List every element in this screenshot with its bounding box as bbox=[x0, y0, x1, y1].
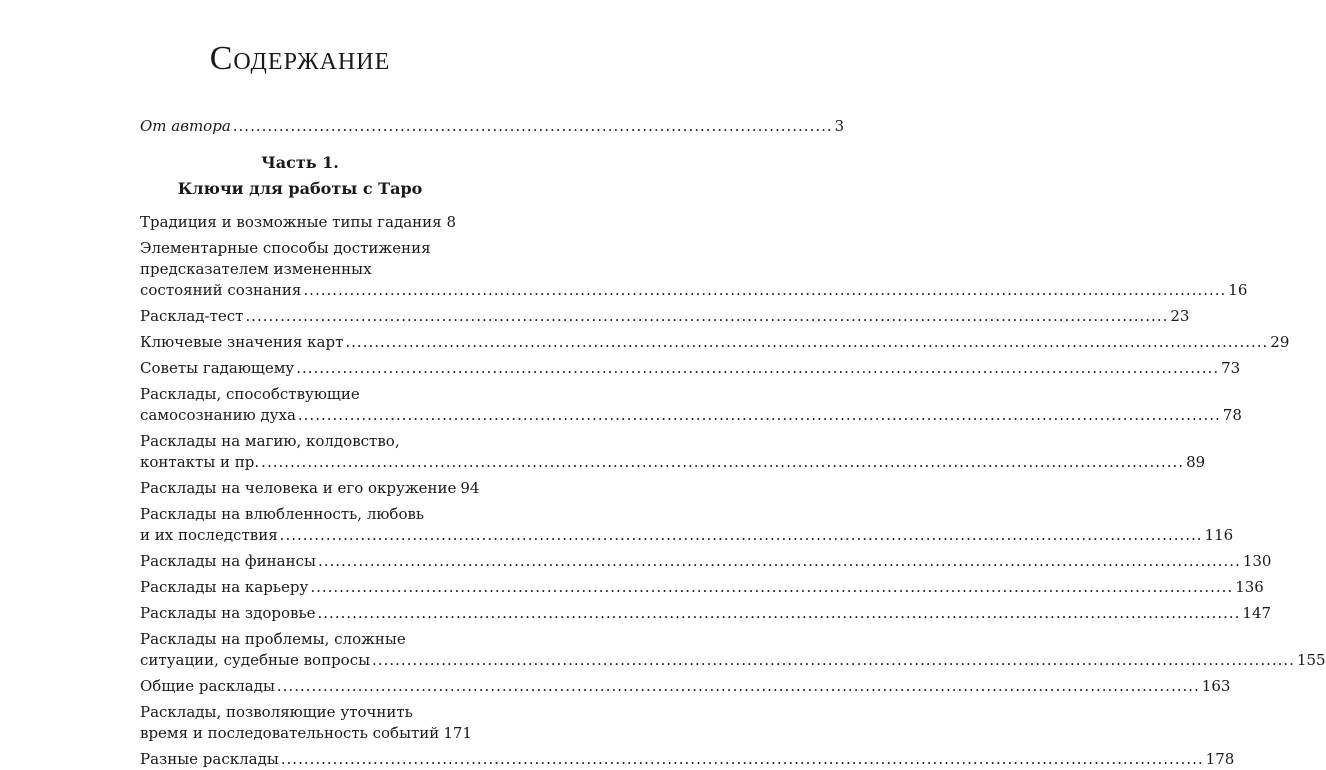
toc-entry-text: Советы гадающему bbox=[140, 359, 295, 377]
leader-dots: ................................................................................................................................................................ bbox=[297, 406, 1221, 424]
toc-page-number: 29 bbox=[1270, 333, 1290, 351]
toc-entry-text: От автора bbox=[140, 117, 231, 135]
toc-entry-text: Расклад-тест bbox=[140, 307, 244, 325]
toc-entry-text: Расклады на финансы bbox=[140, 552, 316, 570]
toc-entry bbox=[140, 212, 456, 233]
toc-entry bbox=[140, 504, 1234, 546]
leader-dots: ................................................................................................................................................................ bbox=[345, 333, 1269, 351]
toc-page-number: 116 bbox=[1204, 526, 1234, 544]
toc-entry bbox=[140, 749, 1235, 770]
toc-entry bbox=[140, 358, 1241, 379]
toc-entry-preface bbox=[140, 115, 845, 137]
toc-entry-text: Расклады на здоровье bbox=[140, 604, 316, 622]
toc-entry-text: состояний сознания bbox=[140, 281, 302, 299]
toc-page-number: 171 bbox=[443, 724, 472, 742]
toc-entry bbox=[140, 629, 1326, 671]
toc-entry-text: Расклады на человека и его окружение bbox=[140, 479, 457, 497]
part-number: Часть 1. bbox=[261, 153, 339, 172]
toc-entry bbox=[140, 332, 1290, 353]
leader-dots: ................................................................................................................................................................ bbox=[303, 281, 1227, 299]
leader-dots: ................................................................................................................................................................ bbox=[261, 453, 1185, 471]
toc-entry bbox=[140, 702, 472, 744]
leader-dots: ................................................................................................................................................................ bbox=[296, 359, 1220, 377]
leader-dots: ................................................................................................................................................................ bbox=[280, 750, 1204, 768]
toc-page-number: 78 bbox=[1222, 406, 1242, 424]
toc-entry-text: Расклады на магию, колдовство, bbox=[140, 432, 400, 450]
toc-page-number: 23 bbox=[1170, 307, 1190, 325]
leader-dots: ................................................................................................................................................................ bbox=[317, 552, 1241, 570]
toc-page-number: 3 bbox=[834, 117, 845, 135]
toc-entry-text: Общие расклады bbox=[140, 677, 275, 695]
page-title: Содержание bbox=[209, 40, 391, 77]
toc-entry bbox=[140, 478, 480, 499]
toc-page-number: 73 bbox=[1221, 359, 1241, 377]
toc-page-number: 147 bbox=[1242, 604, 1272, 622]
toc-entry-text: и их последствия bbox=[140, 526, 278, 544]
toc-entry-text: Ключевые значения карт bbox=[140, 333, 344, 351]
toc-entry-text: предсказателем измененных bbox=[140, 260, 372, 278]
toc-page-number: 163 bbox=[1201, 677, 1231, 695]
toc-entry bbox=[140, 238, 1248, 301]
toc-entry-text: Расклады на проблемы, сложные bbox=[140, 630, 406, 648]
toc-page-number: 178 bbox=[1205, 750, 1235, 768]
toc-entry bbox=[140, 676, 1231, 697]
leader-dots: ................................................................................................................................................................ bbox=[310, 578, 1234, 596]
toc-page-number: 8 bbox=[446, 213, 456, 231]
toc-entry bbox=[140, 577, 1264, 598]
leader-dots: ........................................................................................................ bbox=[232, 117, 833, 135]
leader-dots: ................................................................................................................................................................ bbox=[279, 526, 1203, 544]
toc-entry bbox=[140, 431, 1206, 473]
toc-page-number: 130 bbox=[1242, 552, 1272, 570]
toc-page-number: 155 bbox=[1296, 651, 1326, 669]
toc-page-number: 16 bbox=[1228, 281, 1248, 299]
leader-dots: ................................................................................................................................................................ bbox=[372, 651, 1295, 669]
toc-entry-text: ситуации, судебные вопросы bbox=[140, 651, 371, 669]
toc-entry bbox=[140, 551, 1272, 572]
leader-dots: ................................................................................................................................................................ bbox=[317, 604, 1241, 622]
toc-page-number: 136 bbox=[1235, 578, 1264, 596]
toc-entry bbox=[140, 306, 1190, 327]
toc-entry-text: Расклады, позволяющие уточнить bbox=[140, 703, 413, 721]
leader-dots: ................................................................................................................................................................ bbox=[276, 677, 1200, 695]
leader-dots bbox=[444, 212, 445, 233]
leader-dots: ................................................................................................................................................................ bbox=[245, 307, 1169, 325]
toc-page-number: 94 bbox=[460, 479, 480, 497]
toc-entry-text: время и последовательность событий bbox=[140, 724, 440, 742]
toc-entry bbox=[140, 384, 1242, 426]
toc-page-number: 89 bbox=[1186, 453, 1206, 471]
toc-entry-text: контакты и пр. bbox=[140, 453, 260, 471]
toc-entry-text: Традиция и возможные типы гадания bbox=[140, 213, 442, 231]
toc-entry-text: Расклады, способствующие bbox=[140, 385, 360, 403]
toc-entry-text: Разные расклады bbox=[140, 750, 279, 768]
toc-entry-text: Элементарные способы достижения bbox=[140, 239, 431, 257]
part-title: Ключи для работы с Таро bbox=[177, 179, 423, 198]
toc-entry bbox=[140, 603, 1272, 624]
toc-entry-text: самосознанию духа bbox=[140, 406, 296, 424]
toc-entry-text: Расклады на влюбленность, любовь bbox=[140, 505, 425, 523]
toc-entry-text: Расклады на карьеру bbox=[140, 578, 309, 596]
